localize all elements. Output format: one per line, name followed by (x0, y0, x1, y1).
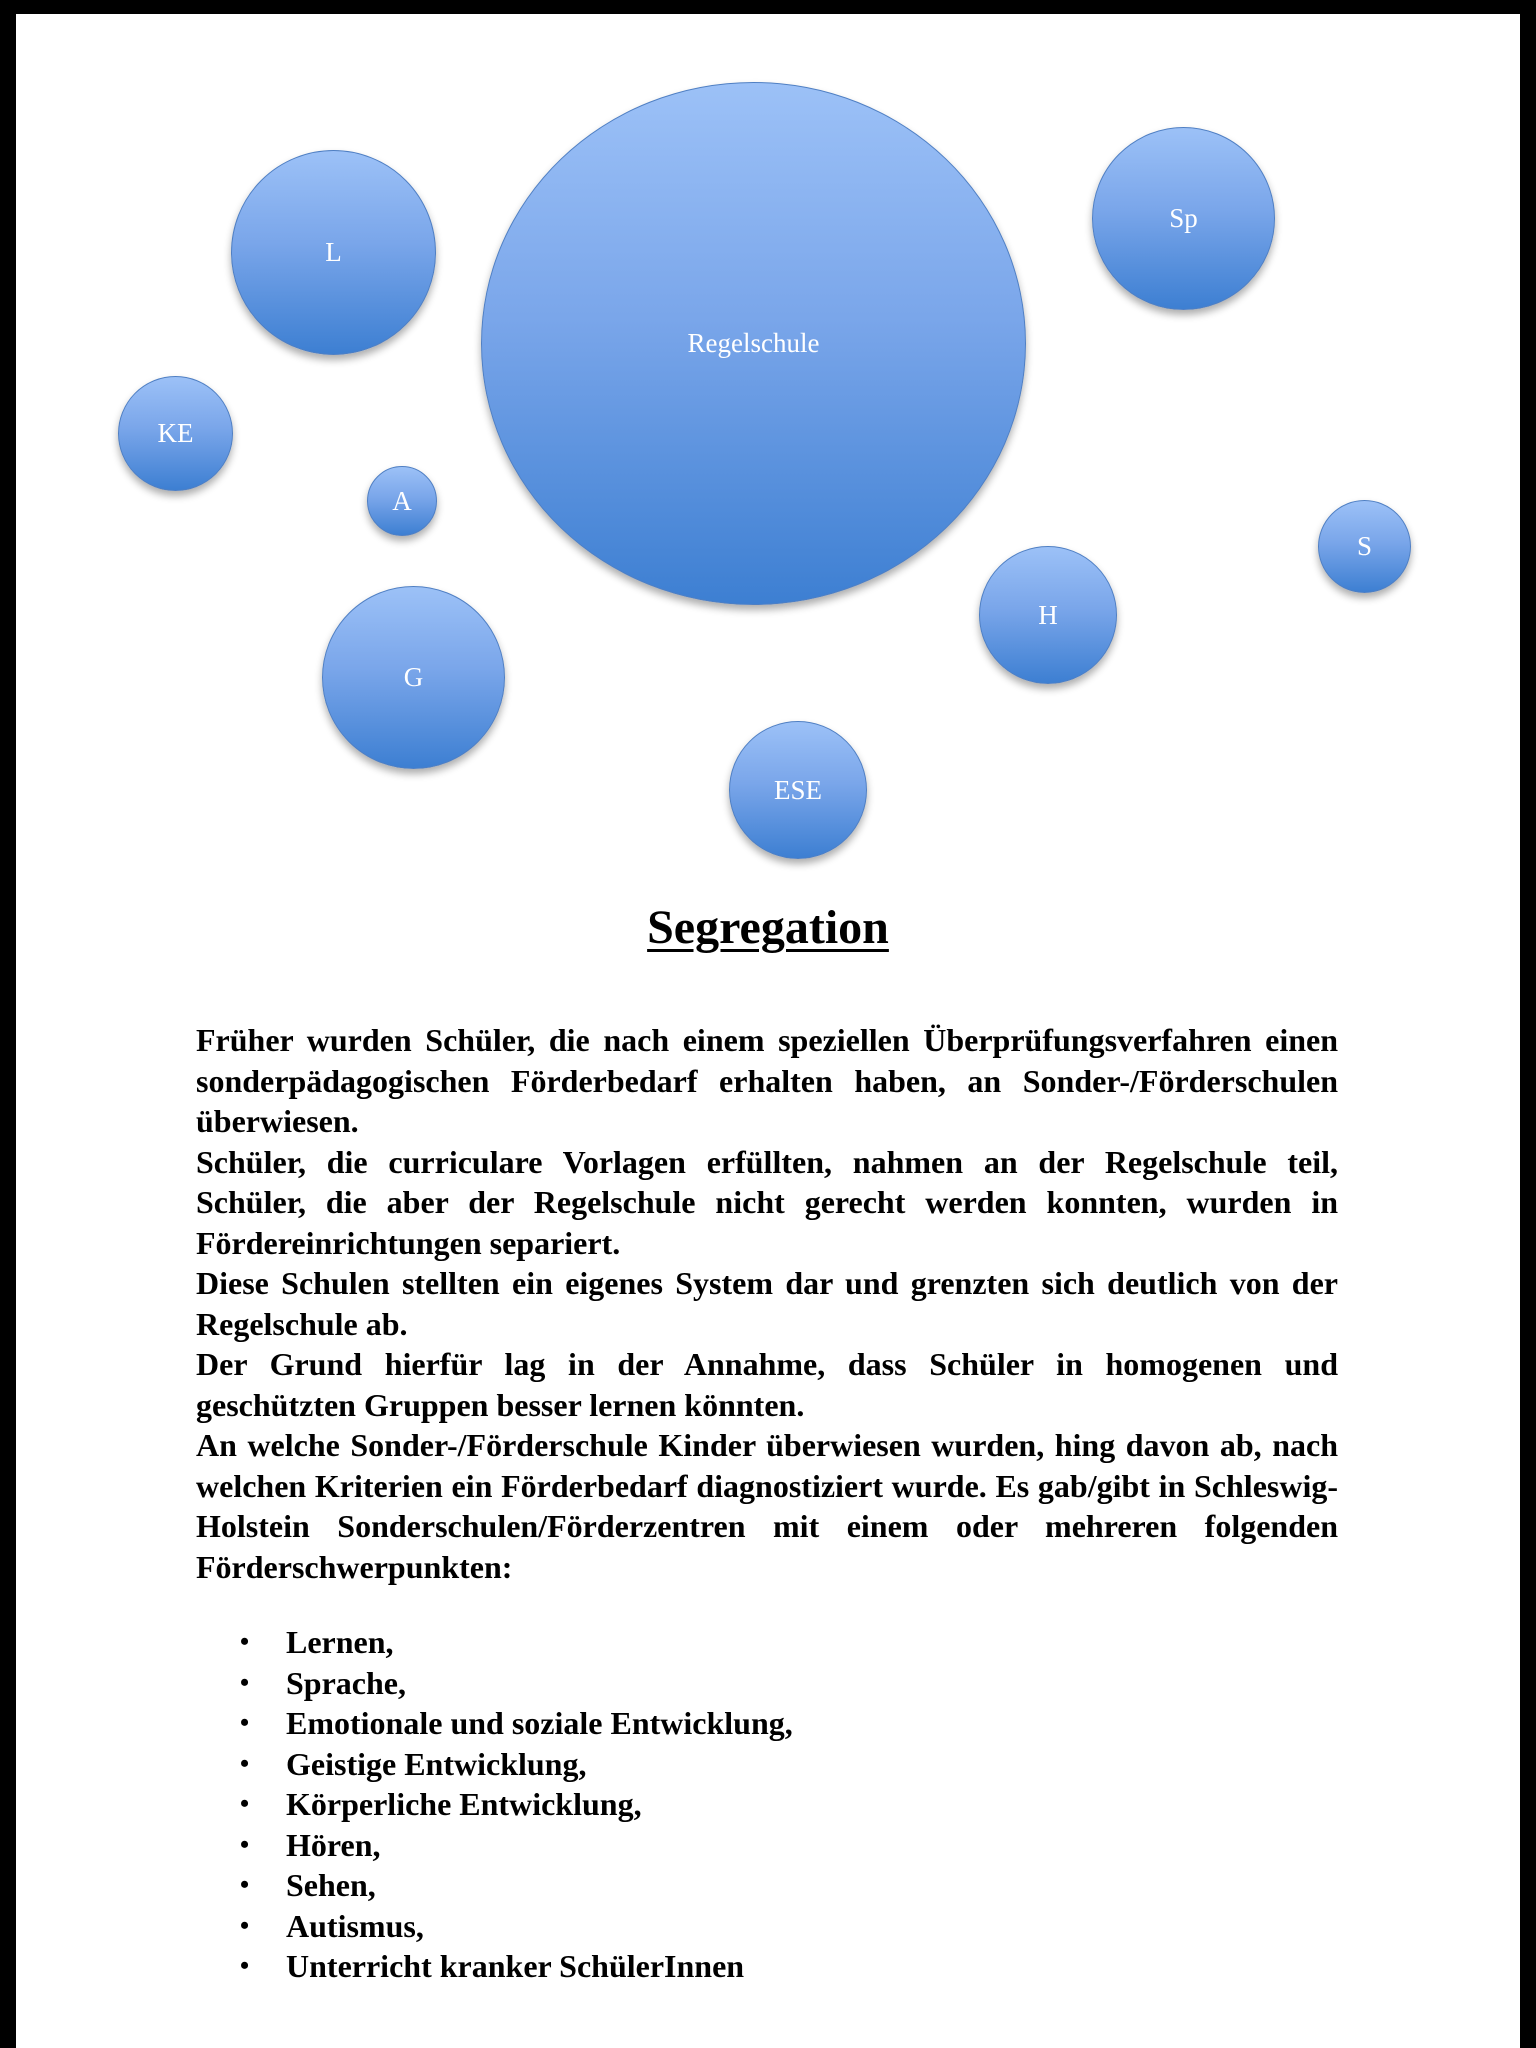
list-item (196, 1906, 1338, 1947)
bubble-ke (118, 376, 233, 491)
bubble-regelschule-label: Regelschule (687, 328, 820, 358)
body-text (196, 1020, 1338, 1587)
bullet-icon: • (240, 1910, 250, 1940)
bubble-s-label: S (1356, 531, 1373, 561)
bubble-l-label: L (325, 237, 342, 267)
bubble-ese (729, 721, 867, 859)
list-item (196, 1744, 1338, 1785)
bullet-icon: • (240, 1951, 250, 1980)
bubble-ese-label: ESE (773, 774, 822, 805)
bullet-icon: • (240, 1748, 250, 1778)
bullet-icon: • (240, 1829, 250, 1859)
page-frame-left (0, 0, 16, 2048)
page-frame-top (0, 0, 1536, 14)
list-item-text: Lernen, (286, 1624, 394, 1660)
bubble-s (1318, 500, 1411, 593)
bubble-g (322, 586, 505, 769)
list-item-text: Sprache, (286, 1664, 406, 1701)
bullet-icon: • (240, 1870, 250, 1899)
focus-areas-list (196, 1622, 1338, 1987)
bullet-icon: • (240, 1667, 250, 1697)
list-item (196, 1865, 1338, 1906)
list-item (196, 1784, 1338, 1825)
list-item-text: Emotionale und soziale Entwicklung, (286, 1705, 793, 1741)
list-item-text: Sehen, (286, 1867, 376, 1903)
paragraph: Schüler, die curriculare Vorlagen erfüllten, nahmen an der Regelschule teil, Schüler, die aber der Regelschule nicht gerecht werden konnten, wurden in Fördereinrichtungen separiert. (196, 1143, 1338, 1261)
list-item (196, 1622, 1338, 1663)
list-item-text: Unterricht kranker SchülerInnen (286, 1948, 745, 1984)
list-item (196, 1946, 1338, 1987)
list-item-text: Geistige Entwicklung, (286, 1745, 587, 1782)
list-item-text: Körperliche Entwicklung, (286, 1786, 642, 1822)
list-item-text: Hören, (286, 1826, 381, 1863)
bubble-regelschule (481, 82, 1026, 605)
list-item (196, 1825, 1338, 1866)
bubble-sp-label: Sp (1169, 203, 1198, 233)
list-item (196, 1663, 1338, 1704)
page-frame-right (1520, 0, 1536, 2048)
list-item-text: Autismus, (286, 1907, 424, 1944)
bubble-a-label: A (392, 485, 412, 516)
page-title (0, 900, 1536, 955)
bullet-icon: • (240, 1627, 250, 1656)
bubble-a (367, 466, 437, 536)
bubble-g-label: G (403, 662, 424, 692)
bubble-ke-label: KE (157, 418, 194, 448)
paragraph: Früher wurden Schüler, die nach einem speziellen Überprüfungsverfahren einen sonderpädagogischen Förderbedarf erhalten haben, an Sonder-/Förderschulen überwiesen. (196, 1022, 1338, 1139)
bubble-h-label: H (1038, 599, 1058, 630)
paragraph: Der Grund hierfür lag in der Annahme, dass Schüler in homogenen und geschützten Gruppen besser lernen könnten. (196, 1346, 1338, 1423)
bullet-icon: • (240, 1789, 250, 1818)
paragraph: An welche Sonder-/Förderschule Kinder überwiesen wurden, hing davon ab, nach welchen Kriterien ein Förderbedarf diagnostiziert wurde. Es gab/gibt in Schleswig-Holstein Sonderschulen/Förderzentren mit einem oder mehreren folgenden Förderschwerpunkten: (196, 1427, 1338, 1585)
paragraph: Diese Schulen stellten ein eigenes System dar und grenzten sich deutlich von der Regelschule ab. (196, 1265, 1338, 1342)
bubble-h (979, 546, 1117, 684)
bubble-sp (1092, 127, 1275, 310)
list-item (196, 1703, 1338, 1744)
page-title-text: Segregation (647, 901, 889, 954)
bubble-l (231, 150, 436, 355)
bullet-icon: • (240, 1708, 250, 1737)
